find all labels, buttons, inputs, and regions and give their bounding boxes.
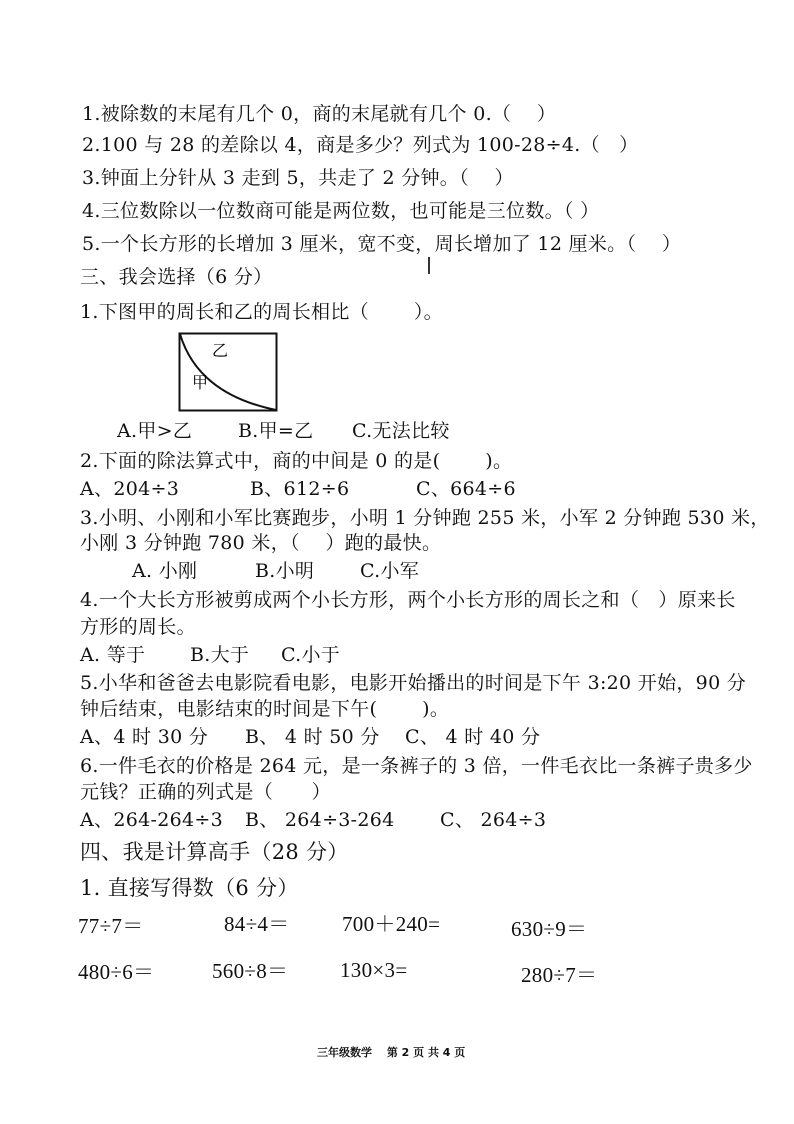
section-4-sub1: 1. 直接写得数（6 分） bbox=[80, 876, 299, 900]
q5-option-c: C、 4 时 40 分 bbox=[405, 726, 541, 748]
q2-stem: 2.下面的除法算式中，商的中间是 0 的是( )。 bbox=[80, 450, 513, 472]
tf-item-5: 5.一个长方形的长增加 3 厘米，宽不变，周长增加了 12 厘米。（ ） bbox=[82, 233, 682, 255]
q2-option-c: C、664÷6 bbox=[416, 478, 516, 500]
q4-stem-line2: 方形的周长。 bbox=[80, 616, 196, 638]
q6-stem-line2: 元钱？正确的列式是（ ） bbox=[80, 781, 331, 803]
q4-option-a: A. 等于 bbox=[80, 644, 146, 666]
calc-r2-c4: 280÷7＝ bbox=[521, 963, 598, 987]
q1-option-c: C.无法比较 bbox=[352, 420, 450, 442]
q3-stem-line2: 小刚 3 分钟跑 780 米，（ ）跑的最快。 bbox=[80, 532, 442, 554]
page-footer: 三年级数学 第 2 页 共 4 页 bbox=[317, 1046, 466, 1059]
q4-stem-line1: 4.一个大长方形被剪成两个小长方形，两个小长方形的周长之和（ ）原来长 bbox=[80, 589, 736, 611]
q3-option-a: A. 小刚 bbox=[132, 560, 198, 582]
q2-option-a: A、204÷3 bbox=[80, 478, 180, 500]
q1-stem: 1.下图甲的周长和乙的周长相比（ ）。 bbox=[80, 301, 443, 323]
tf-item-1: 1.被除数的末尾有几个 0，商的末尾就有几个 0.（ ） bbox=[82, 103, 557, 125]
stray-mark bbox=[428, 257, 430, 274]
figure-label-jia: 甲 bbox=[192, 373, 209, 392]
q6-stem-line1: 6.一件毛衣的价格是 264 元，是一条裤子的 3 倍，一件毛衣比一条裤子贵多少 bbox=[80, 755, 753, 777]
q6-option-b: B、 264÷3-264 bbox=[245, 809, 395, 831]
tf-item-4: 4.三位数除以一位数商可能是两位数，也可能是三位数。（ ） bbox=[82, 200, 600, 222]
q2-option-b: B、612÷6 bbox=[250, 478, 350, 500]
calc-r1-c4: 630÷9＝ bbox=[511, 917, 588, 941]
q5-option-a: A、4 时 30 分 bbox=[80, 726, 209, 748]
perimeter-figure bbox=[178, 332, 278, 412]
q3-option-c: C.小军 bbox=[360, 560, 420, 582]
q1-option-a: A.甲>乙 bbox=[117, 420, 193, 442]
tf-item-3: 3.钟面上分针从 3 走到 5，共走了 2 分钟。（ ） bbox=[82, 167, 514, 189]
calc-r2-c3: 130×3= bbox=[340, 958, 408, 982]
q1-option-b: B.甲=乙 bbox=[238, 420, 314, 442]
q4-option-b: B.大于 bbox=[190, 644, 250, 666]
tf-item-2: 2.100 与 28 的差除以 4，商是多少？列式为 100-28÷4.（ ） bbox=[82, 134, 639, 156]
q4-option-c: C.小于 bbox=[281, 644, 341, 666]
calc-r1-c2: 84÷4＝ bbox=[224, 912, 290, 936]
q5-stem-line2: 钟后结束，电影结束的时间是下午( )。 bbox=[80, 698, 450, 720]
section-4-title: 四、我是计算高手（28 分） bbox=[80, 840, 349, 864]
q5-option-b: B、 4 时 50 分 bbox=[245, 726, 380, 748]
section-3-title: 三、我会选择（6 分） bbox=[80, 266, 273, 288]
q6-option-c: C、 264÷3 bbox=[440, 809, 547, 831]
q3-stem-line1: 3.小明、小刚和小军比赛跑步，小明 1 分钟跑 255 米，小军 2 分钟跑 530 米， bbox=[80, 507, 770, 529]
calc-r2-c1: 480÷6＝ bbox=[78, 960, 155, 984]
q3-option-b: B.小明 bbox=[255, 560, 315, 582]
figure-label-yi: 乙 bbox=[212, 341, 229, 360]
calc-r2-c2: 560÷8＝ bbox=[212, 959, 289, 983]
q6-option-a: A、264-264÷3 bbox=[80, 809, 223, 831]
calc-r1-c3: 700＋240= bbox=[342, 912, 441, 936]
q5-stem-line1: 5.小华和爸爸去电影院看电影，电影开始播出的时间是下午 3:20 开始，90 分 bbox=[80, 672, 747, 694]
calc-r1-c1: 77÷7＝ bbox=[78, 914, 144, 938]
